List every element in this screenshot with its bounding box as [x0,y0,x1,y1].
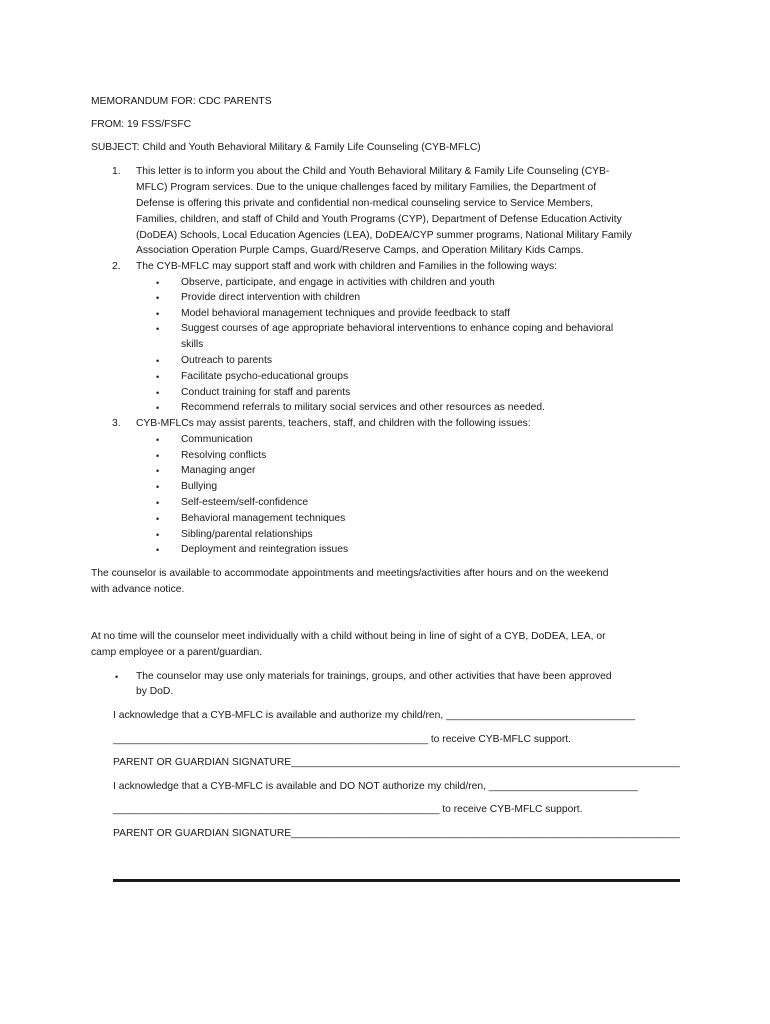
item-2-bullet: Outreach to parents [181,355,273,366]
item-2-number: 2. [112,261,121,272]
item-2-bullet: Conduct training for staff and parents [181,387,351,398]
bullet-glyph: • [156,498,160,508]
item-3-bullet: Behavioral management techniques [181,513,346,524]
bullet-glyph: • [156,451,160,461]
from-line: FROM: 19 FSS/FSFC [91,119,192,130]
bullet-glyph: • [156,482,160,492]
item-2-intro: The CYB-MFLC may support staff and work with children and Families in the following ways: [136,261,558,272]
item-1-line: (DoDEA) Schools, Local Education Agencies (LEA), DoDEA/CYP summer programs, National Military Family [136,230,632,241]
bullet-glyph: • [156,545,160,555]
authorize-signature-line[interactable]: PARENT OR GUARDIAN SIGNATURE____________________________________________________________________ [113,757,680,768]
item-3-intro: CYB-MFLCs may assist parents, teachers, staff, and children with the following issues: [136,418,531,429]
bullet-glyph: • [156,466,160,476]
item-1-number: 1. [112,166,121,177]
availability-line: The counselor is available to accommodate appointments and meetings/activities after hours and on the weekend [91,568,609,579]
item-2-bullet: Recommend referrals to military social services and other resources as needed. [181,402,545,413]
bullet-glyph: • [156,514,160,524]
bullet-glyph: • [156,278,160,288]
authorize-line-1[interactable]: I acknowledge that a CYB-MFLC is available and authorize my child/ren, _________________________________ [113,710,636,721]
not-authorize-line-2[interactable]: _________________________________________________________ to receive CYB-MFLC support. [113,804,583,815]
subject-line: SUBJECT: Child and Youth Behavioral Military & Family Life Counseling (CYB-MFLC) [91,142,481,153]
bullet-glyph: • [156,372,160,382]
line-of-sight-line: camp employee or a parent/guardian. [91,647,263,658]
bullet-glyph: • [156,309,160,319]
item-3-bullet: Communication [181,434,253,445]
item-2-bullet: Provide direct intervention with children [181,292,361,303]
item-3-bullet: Deployment and reintegration issues [181,544,349,555]
bottom-rule [113,879,680,882]
item-3-bullet: Resolving conflicts [181,450,267,461]
bullet-glyph: • [156,388,160,398]
bullet-glyph: • [156,356,160,366]
item-1-line: MFLC) Program services. Due to the unique challenges faced by military Families, the Department of [136,182,597,193]
bullet-glyph: • [115,672,119,682]
authorize-line-2[interactable]: _______________________________________________________ to receive CYB-MFLC support. [113,734,572,745]
bullet-glyph: • [156,530,160,540]
bullet-glyph: • [156,324,160,334]
availability-line: with advance notice. [91,584,185,595]
bullet-glyph: • [156,293,160,303]
not-authorize-signature-line[interactable]: PARENT OR GUARDIAN SIGNATURE____________________________________________________________________ [113,828,680,839]
item-1-line: Families, children, and staff of Child and Youth Programs (CYP), Department of Defense Education Activity [136,214,622,225]
line-of-sight-line: At no time will the counselor meet individually with a child without being in line of sight of a CYB, DoDEA, LEA, or [91,631,606,642]
materials-line: by DoD. [136,686,174,697]
item-3-bullet: Managing anger [181,465,256,476]
item-2-bullet: Suggest courses of age appropriate behavioral interventions to enhance coping and behavioral [181,323,614,334]
item-2-bullet: Facilitate psycho-educational groups [181,371,349,382]
item-3-bullet: Sibling/parental relationships [181,529,313,540]
item-2-bullet-continuation: skills [181,339,204,350]
bullet-glyph: • [156,403,160,413]
bullet-glyph: • [156,435,160,445]
item-1-line: This letter is to inform you about the Child and Youth Behavioral Military & Family Life Counseling (CYB- [136,166,610,177]
not-authorize-line-1[interactable]: I acknowledge that a CYB-MFLC is available and DO NOT authorize my child/ren, __________________________ [113,781,638,792]
item-3-bullet: Self-esteem/self-confidence [181,497,309,508]
item-1-line: Association Operation Purple Camps, Guard/Reserve Camps, and Operation Military Kids Camps. [136,245,584,256]
item-2-bullet: Observe, participate, and engage in activities with children and youth [181,277,495,288]
memorandum-for-line: MEMORANDUM FOR: CDC PARENTS [91,96,272,107]
item-3-bullet: Bullying [181,481,218,492]
item-3-number: 3. [112,418,121,429]
item-2-bullet: Model behavioral management techniques and provide feedback to staff [181,308,510,319]
item-1-line: Defense is offering this private and confidential non-medical counseling service to Service Members, [136,198,594,209]
materials-line: The counselor may use only materials for trainings, groups, and other activities that have been approved [136,671,612,682]
